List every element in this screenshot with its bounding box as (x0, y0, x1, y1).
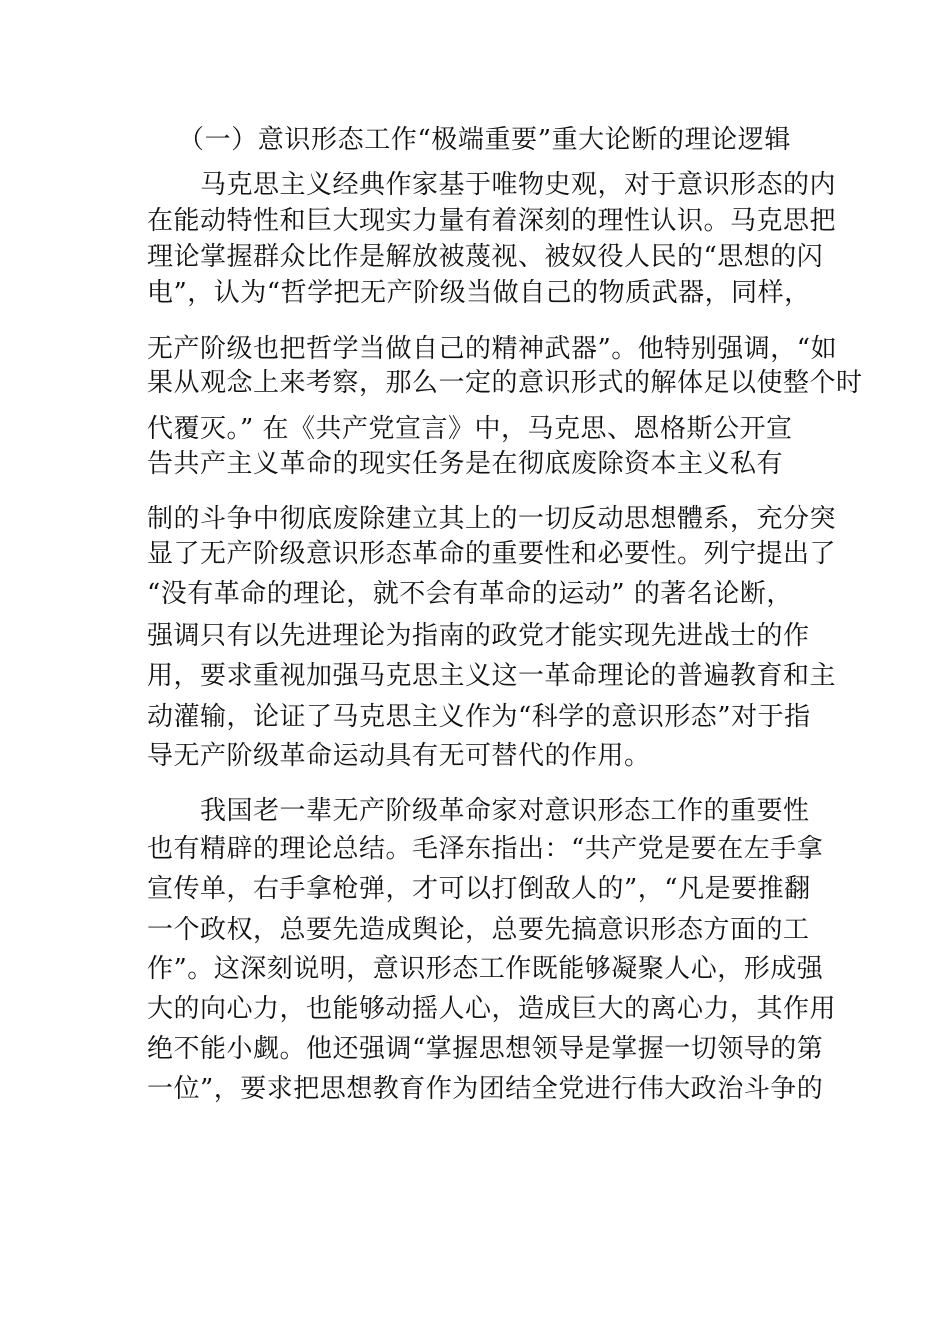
paragraph-2-line: 我国老一辈无产阶级革命家对意识形态工作的重要性 (200, 796, 810, 826)
paragraph-1-line: 强调只有以先进理论为指南的政党才能实现先进战士的作 (147, 621, 810, 651)
paragraph-1-line: 在能动特性和巨大现实力量有着深刻的理性认识。马克思把 (147, 206, 837, 236)
paragraph-1-line: 动灌输，论证了马克思主义作为“科学的意识形态”对于指 (147, 702, 811, 732)
paragraph-1-line: 制的斗争中彻底废除建立其上的一切反动思想體系，充分突 (147, 504, 837, 534)
paragraph-1-line: 代覆灭。” 在《共产党宣言》中，马克思、恩格斯公开宣 (147, 414, 793, 444)
paragraph-1-line: 果从观念上来考察，那么一定的意识形式的解体足以使整个时 (147, 368, 863, 398)
paragraph-1-line: 告共产主义革命的现实任务是在彻底废除资本主义私有 (147, 449, 784, 479)
paragraph-1-line: 无产阶级也把哲学当做自己的精神武器”。他特别强调，“如 (147, 334, 838, 364)
paragraph-1-line: 显了无产阶级意识形态革命的重要性和必要性。列宁提出了 (147, 539, 837, 569)
paragraph-1-line: “没有革命的理论，就不会有革命的运动” 的著名论断， (147, 579, 793, 609)
paragraph-2-line: 一个政权，总要先造成舆论，总要先搞意识形态方面的工 (147, 915, 810, 945)
paragraph-2-line: 绝不能小觑。他还强调“掌握思想领导是掌握一切领导的第 (147, 1034, 824, 1064)
section-heading: （一）意识形态工作“极端重要”重大论断的理论逻辑 (178, 125, 791, 155)
paragraph-2-line: 作”。这深刻说明，意识形态工作既能够凝聚人心，形成强 (147, 954, 824, 984)
paragraph-2-line: 一位”，要求把思想教育作为团结全党进行伟大政治斗争的 (147, 1074, 824, 1104)
paragraph-2-line: 大的向心力，也能够动摇人心，造成巨大的离心力，其作用 (147, 994, 837, 1024)
paragraph-1-line: 理论掌握群众比作是解放被蔑视、被奴役人民的“思想的闪 (147, 242, 824, 272)
paragraph-1-line: 导无产阶级革命运动具有无可替代的作用。 (147, 741, 651, 771)
paragraph-1-line: 马克思主义经典作家基于唯物史观，对于意识形态的内 (200, 170, 837, 200)
paragraph-1-line: 电”，认为“哲学把无产阶级当做自己的物质武器，同样， (147, 278, 811, 308)
paragraph-1-line: 用，要求重视加强马克思主义这一革命理论的普遍教育和主 (147, 661, 837, 691)
paragraph-2-line: 也有精辟的理论总结。毛泽东指出：“共产党是要在左手拿 (147, 834, 824, 864)
paragraph-2-line: 宣传单，右手拿枪弹，才可以打倒敌人的”，“凡是要推翻 (147, 874, 811, 904)
